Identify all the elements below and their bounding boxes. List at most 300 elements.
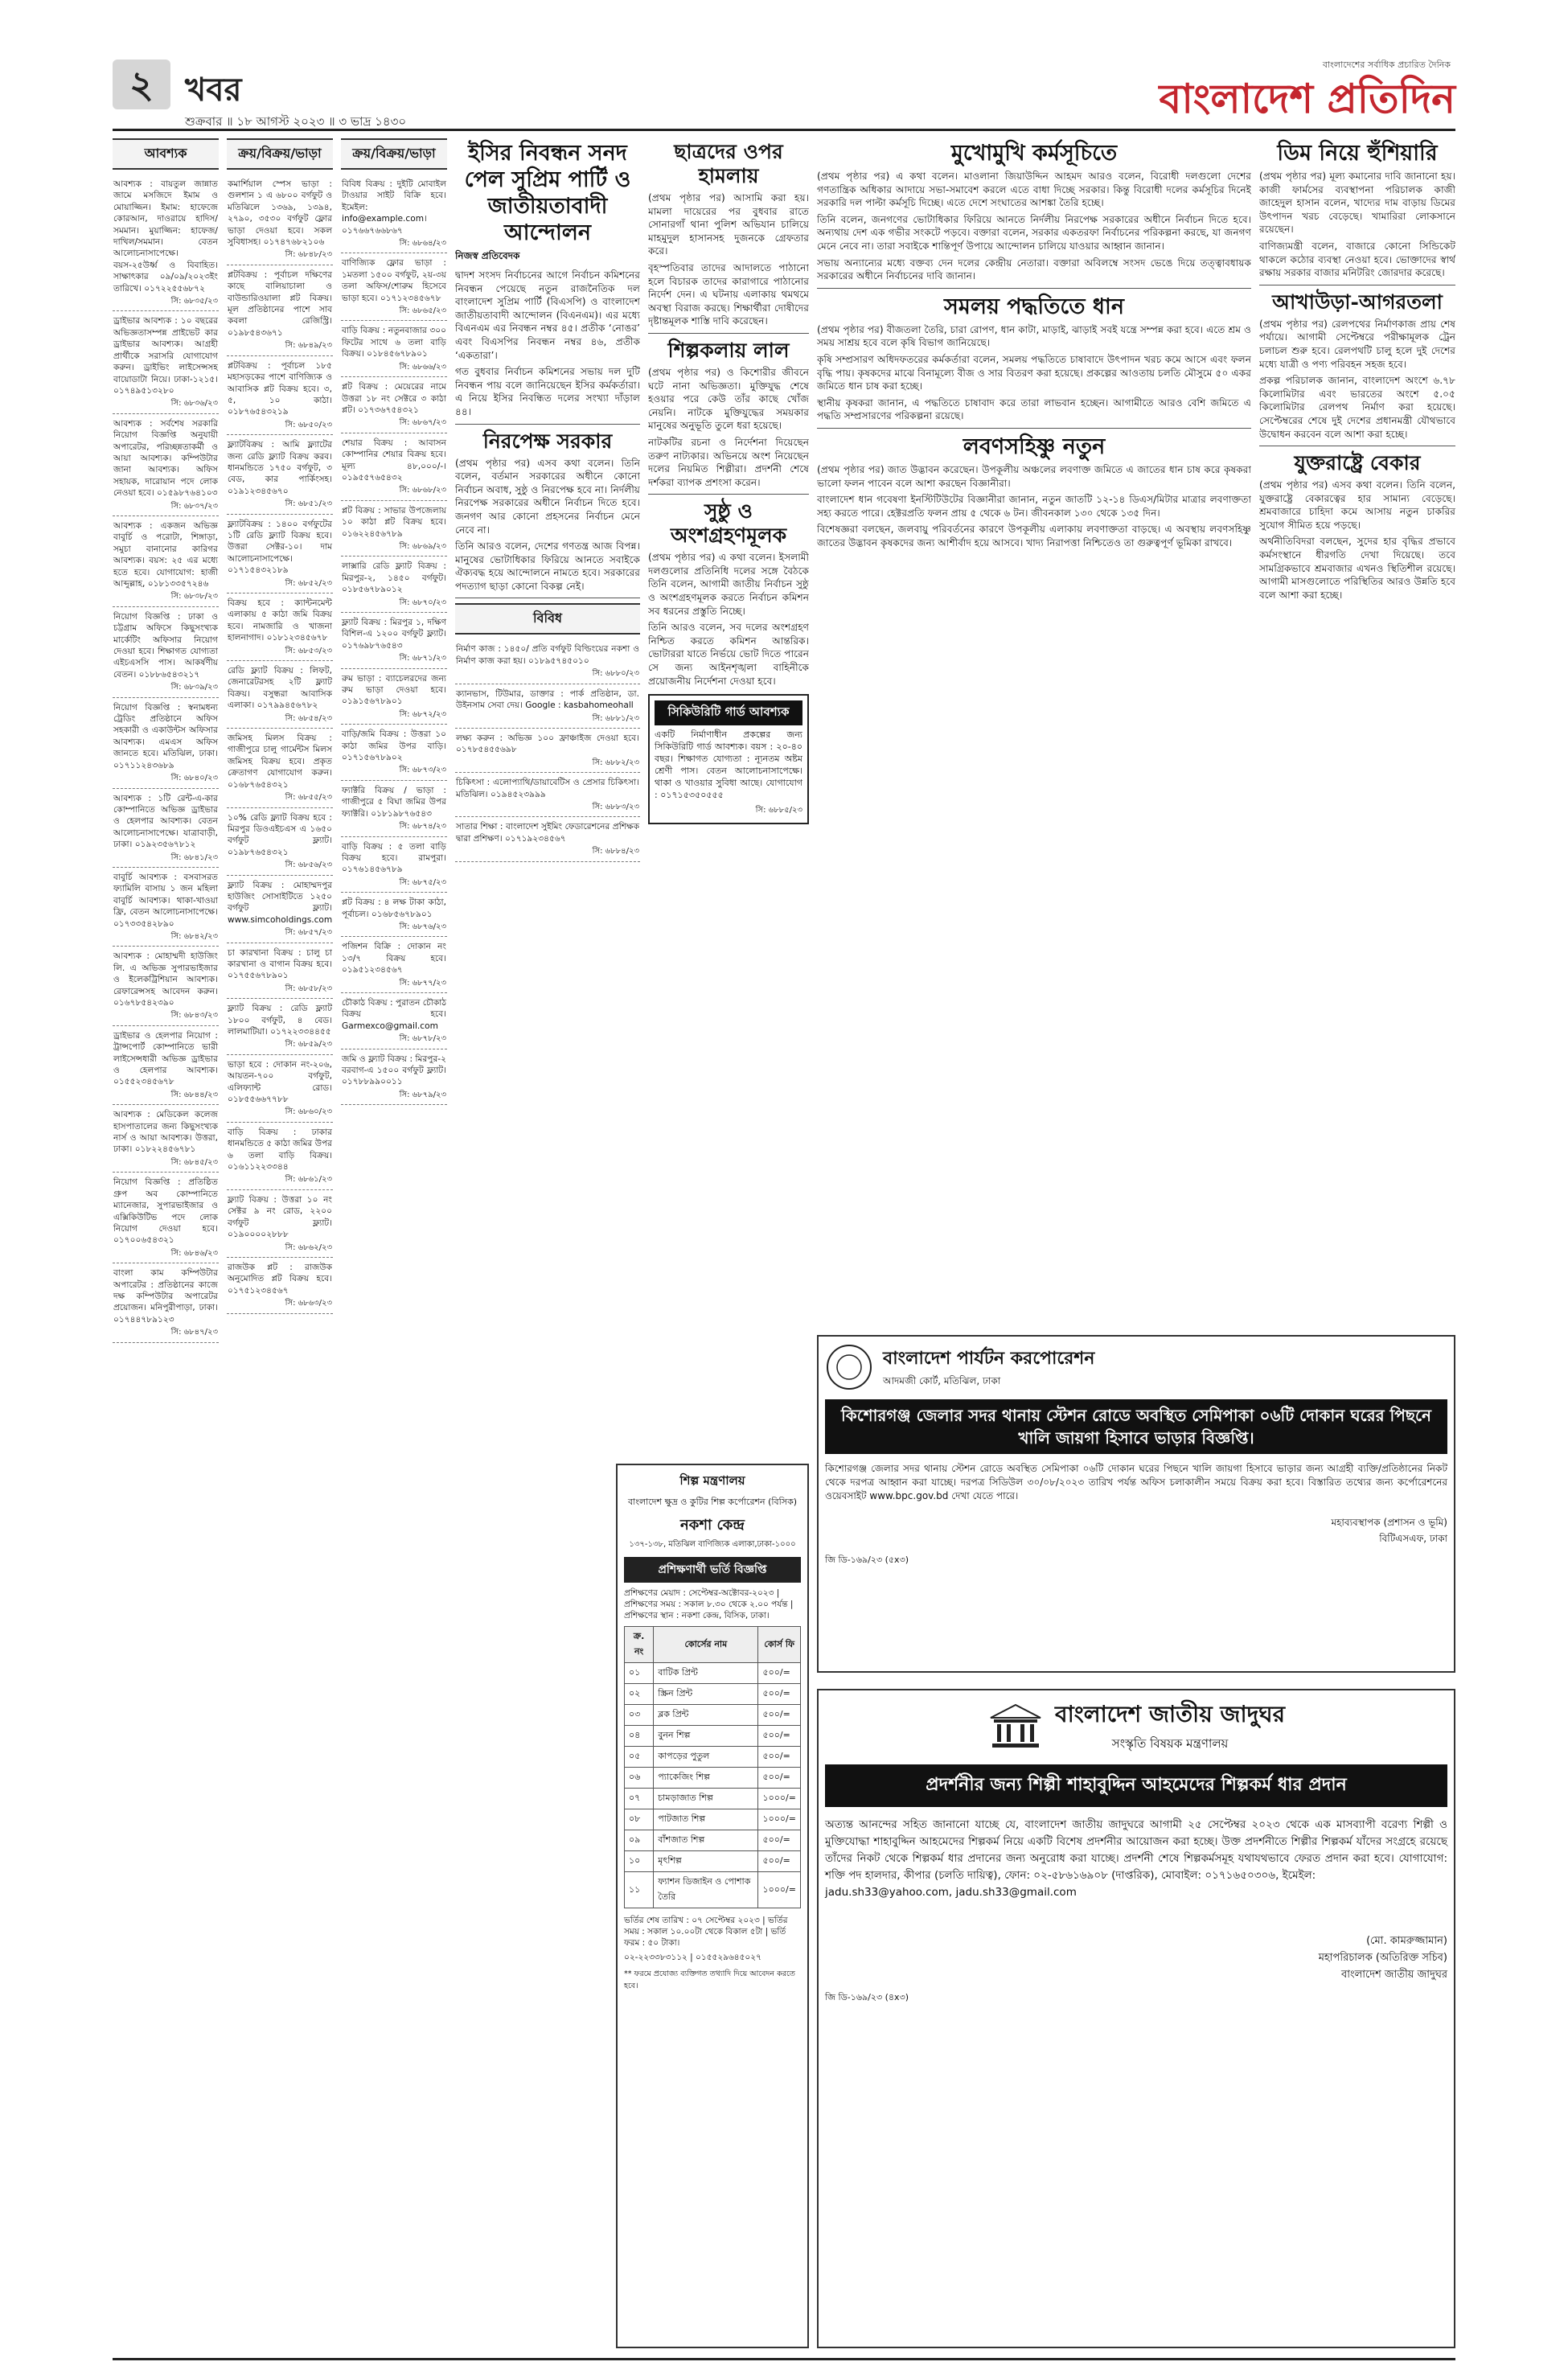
classified-ad <box>455 729 640 773</box>
story-paragraph: (প্রথম পৃষ্ঠার পর) জাত উদ্ভাবন করেছেন। উপকূলীয় অঞ্চলের লবণাক্ত জমিতে এ জাতের ধান চাষ করে কৃষকরা ভালো ফলন পাবেন বলে আশা করছেন বিজ্ঞানীরা। <box>817 463 1251 489</box>
form-note: ** ফরমে প্রযোজ্য ব্যক্তিগত তথ্যাদি দিয়ে আবেদন করতে হবে। <box>624 1969 795 1990</box>
classified-ad <box>455 817 640 861</box>
ad-code: সি: ৬৮৪৭/২৩ <box>170 1328 218 1337</box>
story-body <box>648 191 809 328</box>
table-cell: ০৭ <box>625 1789 654 1809</box>
story-paragraph: সভায় অন্যান্যের মধ্যে বক্তব্য দেন দলের কেন্দ্রীয় নেতারা। বক্তারা অবিলম্বে সংসদ ভেঙে দিয়ে তত্ত্বাবধায়ক সরকারের অধীনে নির্বাচনের দাবি জানান। <box>817 257 1251 282</box>
table-row <box>625 1809 801 1830</box>
classified-ad <box>113 789 219 868</box>
classified-ad <box>113 1105 219 1173</box>
classified-ad <box>455 684 640 729</box>
story-body <box>1259 318 1455 441</box>
ad-list <box>113 175 219 1343</box>
classified-ad <box>341 501 447 557</box>
column-header: বিবিধ <box>455 603 640 635</box>
story-paragraph: নাটকটির রচনা ও নির্দেশনা দিয়েছেন তরুণ নাট্যকার। অভিনয়ে অংশ নিয়েছেন দলের নিয়মিত শিল্পীরা। প্রদর্শনী শেষে দর্শকরা ব্যাপক প্রশংসা করেন। <box>648 436 809 488</box>
ad-text: নিয়োগ বিজ্ঞপ্তি : স্বনামধন্য ট্রেডিং প্রতিষ্ঠানে অফিস সহকারী ও একাউন্টস অফিসার আবশ্যক। এমএস অফিস জানতে হবে। মতিঝিল, ঢাকা। ০১৭১১২৪৩৬৮৯ <box>113 702 218 770</box>
ad-code: সি: ৬৮৫২/২৩ <box>285 578 332 588</box>
ad-code: সি: ৬৮৬৯/২৩ <box>399 541 446 551</box>
classified-ad <box>455 773 640 817</box>
ad-header: সিকিউরিটি গার্ড আবশ্যক <box>655 700 802 725</box>
org-name: বাংলাদেশ জাতীয় জাদুঘর <box>1054 1701 1286 1727</box>
training-meta: প্রশিক্ষণের মেয়াদ : সেপ্টেম্বর-অক্টোবর-২০২৩ | প্রশিক্ষণের সময় : সকাল ৮.৩০ থেকে ২.০০ পর্যন্ত | প্রশিক্ষণের স্থান : নকশা কেন্দ্র, বিসিক, ঢাকা। <box>624 1588 794 1620</box>
table-cell: ৫০০/= <box>758 1684 801 1705</box>
signer-title: মহাব্যবস্থাপক (প্রশাসন ও ভূমি) <box>1331 1517 1447 1528</box>
classified-ad <box>341 253 447 321</box>
signer-org: বাংলাদেশ জাতীয় জাদুঘর <box>1340 1969 1447 1981</box>
column-heading: ক্র. নং <box>625 1627 654 1663</box>
section-name: খবর <box>185 72 242 109</box>
classified-ad <box>227 1055 333 1123</box>
story-paragraph: (প্রথম পৃষ্ঠার পর) রেলপথের নির্মাণকাজ প্রায় শেষ পর্যায়ে। আগামী সেপ্টেম্বরে পরীক্ষামূলক ট্রেন চলাচল শুরু হবে। রেলপথটি চালু হলে দুই দেশের মধ্যে যাত্রী ও পণ্য পরিবহন সহজ হবে। <box>1259 318 1455 370</box>
ministry-name: শিল্প মন্ত্রণালয় <box>679 1473 745 1488</box>
table-cell: ০৪ <box>625 1726 654 1747</box>
story-paragraph: (প্রথম পৃষ্ঠার পর) এ কথা বলেন। মাওলানা জিয়াউদ্দিন আহমদ আরও বলেন, বিরোধী দলগুলো দেশের গণতান্ত্রিক অধিকার আদায়ে সভা-সমাবেশ করলে এতে বাধা দিচ্ছে সরকার। কিন্তু বিরোধী দলের কর্মসূচির দিনেই সরকারি দল পাল্টা কর্মসূচি দিচ্ছে। এতে দেশে সংঘাতের আশঙ্কা তৈরি হচ্ছে। <box>817 170 1251 209</box>
signer-name: (মো. কামরুজ্জামান) <box>1366 1935 1447 1947</box>
classified-ad <box>227 1123 333 1190</box>
ad-code: সি: ৬৮৬৮/২৩ <box>399 486 446 495</box>
story-paragraph: কৃষি সম্প্রসারণ অধিদফতরের কর্মকর্তারা বলেন, সমলয় পদ্ধতিতে চাষাবাদে উৎপাদন খরচ কমে আসে এবং ফলন বৃদ্ধি পায়। কৃষকদের মাঝে বিনামূল্যে বীজ ও সার বিতরণ করা হয়েছে। প্রকল্পের আওতায় চলতি মৌসুমে ৫০ একর জমিতে ধান চাষ করা হচ্ছে। <box>817 353 1251 392</box>
ad-text: পজিশন বিক্রি : দোকান নং ১৩/৭ বিক্রয় হবে। ০১৯৫১২৩৪৫৬৭ <box>342 942 446 975</box>
story-paragraph: (প্রথম পৃষ্ঠার পর) বীজতলা তৈরি, চারা রোপণ, ধান কাটা, মাড়াই, ঝাড়াই সবই যন্ত্রে সম্পন্ন করা হবে। এতে শ্রম ও সময় সাশ্রয় হবে বলে কৃষি বিভাগ জানিয়েছে। <box>817 323 1251 349</box>
table-cell: ব্লক প্রিন্ট <box>654 1705 758 1726</box>
story-paragraph: বাংলাদেশ ধান গবেষণা ইনস্টিটিউটের বিজ্ঞানীরা জানান, নতুন জাতটি ১২-১৪ ডিএস/মিটার মাত্রার লবণাক্ততা সহ্য করতে পারে। হেক্টরপ্রতি ফলন প্রায় ৫ থেকে ৬ টন। জীবনকাল ১৩০ থেকে ১৩৫ দিন। <box>817 494 1251 519</box>
ad-text: বাড়ি বিক্রয় : ঢাকার ধানমন্ডিতে ৫ কাঠা জমির উপর ৬ তলা বাড়ি বিক্রয়। ০১৬১১২২৩৩৪৪ <box>228 1127 332 1173</box>
column-heading: কোর্সের নাম <box>654 1627 758 1663</box>
headline: আখাউড়া-আগরতলা <box>1272 290 1443 314</box>
dateline: শুক্রবার ॥ ১৮ আগস্ট ২০২৩ ॥ ৩ ভাদ্র ১৪৩০ <box>185 114 407 129</box>
ad-text: ক্যানভাস, টিউমার, ডাক্তার : পার্ক প্রতিষ্ঠান, ডা. উইনসাম সেবা দেয়। Google : kasbahomeohall <box>456 688 639 711</box>
ad-text: রেডি ফ্ল্যাট বিক্রয় : লিফট, জেনারেটরসহ ২টি ফ্ল্যাট বিক্রয়। বসুন্ধরা আবাসিক এলাকা। ০১৭৯৯৪৫৬৭৮২ <box>228 666 332 711</box>
column-header: আবশ্যক <box>113 138 219 170</box>
table-row <box>625 1768 801 1789</box>
column-classified-rent <box>341 138 447 2366</box>
table-cell: ০৩ <box>625 1705 654 1726</box>
table-cell: ০৯ <box>625 1830 654 1851</box>
table-cell: প্যাকেজিং শিল্প <box>654 1768 758 1789</box>
classified-ad <box>341 993 447 1049</box>
masthead <box>113 48 1455 129</box>
ad-code: সি: ৬৮৭০/২৩ <box>399 598 446 607</box>
classified-ad <box>341 175 447 253</box>
center-name: নকশা কেন্দ্র <box>680 1517 745 1534</box>
museum-notice <box>817 1689 1455 2348</box>
table-cell: বাঁশজাত শিল্প <box>654 1830 758 1851</box>
classified-ad <box>227 661 333 729</box>
classified-ad <box>227 594 333 661</box>
ad-text: ফ্ল্যাট বিক্রয় : মিরপুর ১, দক্ষিণ বিশিল-এ ১২০০ বর্গফুট ফ্ল্যাট। ০১৭৬৯৮৭৬৫৪৩ <box>342 618 446 651</box>
column-heading: কোর্স ফি <box>758 1627 801 1663</box>
column-header: ক্রয়/বিক্রয়/ভাড়া <box>341 138 447 170</box>
classified-ad <box>227 729 333 807</box>
ad-code: সি: ৬৮৬৩/২৩ <box>285 1299 332 1308</box>
story-paragraph: তিনি আরও বলেন, সব দলের অংশগ্রহণ নিশ্চিত করতে কমিশন আন্তরিক। ভোটাররা যাতে নির্ভয়ে ভোট দিতে পারেন সে জন্য আইনশৃঙ্খলা বাহিনীকে প্রয়োজনীয় নির্দেশনা দেওয়া হবে। <box>648 622 809 687</box>
table-cell: ফ্যাশন ডিজাইন ও পোশাক তৈরি <box>654 1872 758 1908</box>
ad-code: সি: ৬৮৭৬/২৩ <box>399 922 446 931</box>
classified-ad <box>227 515 333 594</box>
table-row <box>625 1851 801 1872</box>
table-cell: ৫০০/= <box>758 1705 801 1726</box>
ad-code: সি: ৬৮৪২/২৩ <box>170 931 218 941</box>
ad-text: ফ্যাক্টরি বিক্রয় / ভাড়া : গাজীপুরে ৫ বিঘা জমির উপর ফ্যাক্টরি। ০১৮১৯৮৭৬৫৪৩ <box>342 785 446 819</box>
ad-text: আবশ্যক : ১টি রেন্ট-এ-কার কোম্পানিতে অভিজ্ঞ ড্রাইভার ও হেলপার আবশ্যক। বেতন আলোচনাসাপেক্ষে। যাত্রাবাড়ী, ঢাকা। ০১৯২৩৫৬৭৮১২ <box>113 793 218 850</box>
story-body <box>817 463 1251 550</box>
classified-ad <box>113 607 219 698</box>
table-cell: ১১ <box>625 1872 654 1908</box>
ad-code: সি: ৬৮৬১/২৩ <box>285 1175 332 1185</box>
classified-ad <box>341 837 447 893</box>
byline: নিজস্ব প্রতিবেদক <box>455 250 520 261</box>
story-paragraph: (প্রথম পৃষ্ঠার পর) এ কথা বলেন। ইসলামী দলগুলোর প্রতিনিধি দলের সঙ্গে বৈঠকে তিনি বলেন, আগামী জাতীয় নির্বাচন সুষ্ঠু ও অংশগ্রহণমূলক করতে নির্বাচন কমিশন সব ধরনের প্রস্তুতি নিচ্ছে। <box>648 552 809 617</box>
ad-code: সি: ৬৮৮২/২৩ <box>592 758 639 767</box>
table-cell: ০৬ <box>625 1768 654 1789</box>
classified-ad <box>113 175 219 311</box>
ad-text: চা কারখানা বিক্রয় : চালু চা কারখানা ও বাগান বিক্রয় হবে। ০১৭৫৫৬৭৮৯০১ <box>228 947 332 981</box>
ad-code: সি: ৬৮৫৭/২৩ <box>285 928 332 938</box>
ad-text: প্লট বিক্রয় : সাভার উপজেলায় ১০ কাঠা প্লট বিক্রয় হবে। ০১৬২২৪৫৬৭৮৯ <box>342 505 446 539</box>
ad-text: প্লটবিক্রয় : পূর্বাচল ১৮৫ মহাসড়কের পাশে বাণিজ্যিক ও আবাসিক প্লট বিক্রয় হবে। ৩, ৫, ১০ কাঠা। ০১৮৭৬৫৪৩২১৯ <box>228 360 332 417</box>
museum-building-icon <box>987 1702 1044 1750</box>
ad-code: সি: ৬৮৪৪/২৩ <box>170 1090 218 1099</box>
ad-text: বাড়ি বিক্রয় : ৫ তলা বাড়ি বিক্রয় হবে। রামপুরা। ০১৭৬১৪৫৬৭৮৯ <box>342 841 446 875</box>
notice-body: অত্যন্ত আনন্দের সহিত জানানো যাচ্ছে যে, বাংলাদেশ জাতীয় জাদুঘরে আগামী ২৫ সেপ্টেম্বর ২০২৩ থেকে এক মাসব্যাপী বরেণ্য শিল্পী ও মুক্তিযোদ্ধা শাহাবুদ্দিন আহমেদের শিল্পকর্ম নিয়ে একটি বিশেষ প্রদর্শনীর আয়োজন করা হচ্ছে। উক্ত প্রদর্শনীতে শিল্পীর শিল্পকর্ম যাঁদের সংগ্রহে রয়েছে তাঁদের নিকট থেকে শিল্পকর্ম ধার প্রদানের জন্য অনুরোধ করা যাচ্ছে। প্রদর্শনী শেষে শিল্পকর্মসমূহ যথাযথভাবে ফেরত প্রদান করা হবে। যোগাযোগ: শক্তি পদ হালদার, কীপার (চলতি দায়িত্ব), ফোন: ০২-৫৮৬১৬৯০৮ (দাপ্তরিক), মোবাইল: ০১৭১৬৫০৩০৬, ইমেইল: <box>825 1818 1447 1882</box>
story-body <box>648 551 809 688</box>
story-paragraph: স্থানীয় কৃষকরা জানান, এ পদ্ধতিতে চাষাবাদ করে তারা লাভবান হচ্ছেন। আগামীতে আরও বেশি জমিতে এ পদ্ধতি সম্প্রসারণের পরিকল্পনা রয়েছে। <box>817 396 1251 422</box>
story-paragraph: বাণিজ্যমন্ত্রী বলেন, বাজারে কোনো সিন্ডিকেট থাকলে কঠোর ব্যবস্থা নেওয়া হবে। ভোক্তাদের স্বার্থ রক্ষায় সরকার বাজার মনিটরিং জোরদার করেছে। <box>1259 240 1455 279</box>
headline: মুখোমুখি কর্মসূচিতে <box>950 141 1118 166</box>
story-body <box>455 269 640 419</box>
ad-text: বাণিজ্যিক ফ্লোর ভাড়া : ১মতলা ১৫০০ বর্গফুট, ২য়-৩য় তলা অফিস/শোরুম হিসেবে ভাড়া হবে। ০১৭১২৩৪৫৬৭৮ <box>342 258 446 303</box>
story-body <box>1259 170 1455 280</box>
classified-ad <box>227 808 333 876</box>
headline: নিরপেক্ষ সরকার <box>482 429 613 453</box>
ad-text: শেয়ার বিক্রয় : আবাসন কোম্পানির শেয়ার বিক্রয় হবে। মূল্য ৪৮,০০০/-। ০১৯৫৫৭৬৫৪৩২ <box>342 437 446 483</box>
table-cell: পাটজাত শিল্প <box>654 1809 758 1830</box>
course-table <box>624 1626 801 1908</box>
classified-ad <box>113 947 219 1025</box>
ad-code: সি: ৬৮৭৫/২৩ <box>399 877 446 887</box>
bscic-admission-notice <box>616 1464 809 2348</box>
ad-code: সি: ৬৮৬৫/২৩ <box>399 306 446 316</box>
classified-ad <box>341 377 447 433</box>
parjatan-tender-notice <box>817 1335 1455 1673</box>
ad-text: চিকিৎসা : এলোপ্যাথি/ডায়াবেটিস ও প্রেসার চিকিৎসা। মতিঝিল। ০১৯৪৫২৩৯৯৯ <box>456 778 639 799</box>
table-cell: ১০ <box>625 1851 654 1872</box>
ad-text: বিবিধ বিক্রয় : দুইটি মোবাইল টাওয়ার সাইট বিক্রি হবে। ইমেইল: info@example.com। ০১৭৬৬৭৬৬৮৬৭ <box>342 179 446 236</box>
table-cell: ৫০০/= <box>758 1663 801 1684</box>
headline: সুষ্ঠু ও অংশগ্রহণমূলক <box>670 499 787 548</box>
ad-text: জমিসহ মিলস বিক্রয় : গাজীপুরে চালু গার্মেন্টস মিলস জমিসহ বিক্রয় হবে। প্রকৃত ক্রেতাগণ যোগাযোগ করুন। ০১৬৮৭৬৫৪৩২১ <box>228 733 332 790</box>
classified-ad <box>227 175 333 265</box>
classified-ad <box>227 876 333 943</box>
column-news-7 <box>1259 138 1455 1377</box>
classified-ad <box>341 557 447 613</box>
ad-text: একটি নির্মাণাধীন প্রকল্পের জন্য সিকিউরিটি গার্ড আবশ্যক। বয়স : ২০-৪০ বছর। শিক্ষাগত যোগ্যতা : ন্যূনতম অষ্টম শ্রেণী পাস। বেতন আলোচনাসাপেক্ষে। থাকা ও খাওয়ার সুবিধা আছে। যোগাযোগ : ০১৭১৫৩৫০৫৫৫ <box>655 729 802 801</box>
ad-text: আবশ্যক : সর্বশেষ সরকারি নিয়োগ বিজ্ঞপ্তি অনুযায়ী অপারেটর, পরিচ্ছন্নতাকর্মী ও আয়া আবশ্যক। কম্পিউটার জানা আবশ্যক। অফিস সহায়ক, দারোয়ান পদে লোক নেওয়া হবে। ০১৫৯৮৭৬৪১০৩ <box>113 418 218 499</box>
org-name: বাংলাদেশ ক্ষুদ্র ও কুটির শিল্প কর্পোরেশন (বিসিক) <box>627 1497 798 1507</box>
story-body <box>1259 478 1455 602</box>
classified-ad <box>341 1049 447 1106</box>
table-cell: ১০০০/= <box>758 1872 801 1908</box>
notice-title: প্রশিক্ষণার্থী ভর্তি বিজ্ঞপ্তি <box>624 1557 801 1583</box>
ad-text: লক্ষ্য করুন : অভিজ্ঞ ১০০ ফ্রাঞ্চাইজ দেওয়া হবে। ০১৭৮৫৪৫৫৬৯৮ <box>456 733 639 755</box>
contact-email: jadu.sh33@yahoo.com, jadu.sh33@gmail.com <box>825 1886 1077 1899</box>
table-cell: বুনন শিল্প <box>654 1726 758 1747</box>
course-table-body <box>625 1663 801 1908</box>
ad-code: সি: ৬৮৪৮/২৩ <box>285 250 332 260</box>
org-name: বাংলাদেশ পার্যটন করপোরেশন <box>883 1348 1095 1369</box>
classified-ad <box>341 725 447 781</box>
table-cell: ৫০০/= <box>758 1851 801 1872</box>
ad-text: নিয়োগ বিজ্ঞপ্তি : প্রতিষ্ঠিত গ্রুপ অব কোম্পানিতে ম্যানেজার, সুপারভাইজার ও এক্সিকিউটিভ পদে লোক নিয়োগ দেওয়া হবে। ০১৭০০৬৫৪৩২১ <box>113 1177 218 1246</box>
ad-code: সি: ৬৮৭৩/২৩ <box>399 766 446 775</box>
notice-code: জি ডি-১৬৯/২৩ (৫x৩) <box>825 1555 909 1565</box>
ad-code: সি: ৬৮৫৮/২৩ <box>285 984 332 993</box>
ad-code: সি: ৬৮৮৫/২৩ <box>755 806 802 815</box>
ad-text: ড্রাইভার আবশ্যক : ১০ বছরের অভিজ্ঞতাসম্পন্ন প্রাইভেট কার ড্রাইভার আবশ্যক। আগ্রহী প্রার্থীকে সরাসরি যোগাযোগ করুন। ড্রাইভিং লাইসেন্সসহ বায়োডাটা নিয়ে। ঢাকা-১২১৫। ০১৭৪৯৫১৩২৮০ <box>113 316 218 396</box>
ad-code: সি: ৬৮৮৩/২৩ <box>592 802 639 811</box>
ad-code: সি: ৬৮৪০/২৩ <box>170 774 218 783</box>
story-body <box>817 323 1251 423</box>
ad-code: সি: ৬৮৬৭/২৩ <box>399 418 446 428</box>
story-body <box>817 170 1251 283</box>
ad-text: ফ্ল্যাট বিক্রয় : রেডি ফ্ল্যাট ১৮০০ বর্গফুট, ৪ বেড। লালমাটিয়া। ০১৭২২৩৩৪৪৫৫ <box>228 1004 332 1037</box>
ad-code: সি: ৬৮৭২/২৩ <box>399 709 446 719</box>
ad-code: সি: ৬৮৬০/২৩ <box>285 1107 332 1117</box>
story-paragraph: (প্রথম পৃষ্ঠার পর) আসামি করা হয়। মামলা দায়েরের পর বুধবার রাতে সোনারগাঁ থানা পুলিশ অভিযান চালিয়ে মাহমুদুল হাসানসহ দুজনকে গ্রেফতার করে। <box>648 192 809 257</box>
masthead-rule <box>113 129 1455 131</box>
table-row <box>625 1747 801 1768</box>
parjatan-emblem-icon <box>825 1343 873 1391</box>
notice-title: প্রদর্শনীর জন্য শিল্পী শাহাবুদ্দিন আহমেদের শিল্পকর্ম ধার প্রদান <box>825 1764 1447 1807</box>
classified-ad <box>227 356 333 435</box>
column-news-6 <box>817 138 1251 1457</box>
column-header: ক্রয়/বিক্রয়/ভাড়া <box>227 138 333 170</box>
classified-ad <box>113 1026 219 1105</box>
ad-text: রাজউক প্লট : রাজউক অনুমোদিত প্লট বিক্রয় হবে। ০১৭৫১২৩৪৫৬৭ <box>228 1262 332 1296</box>
ad-code: সি: ৬৮৪৬/২৩ <box>170 1248 218 1258</box>
classified-ad <box>341 321 447 377</box>
table-cell: মৃৎশিল্প <box>654 1851 758 1872</box>
ad-code: সি: ৬৮৪৯/২৩ <box>285 341 332 351</box>
ad-code: সি: ৬৮৪৩/২৩ <box>170 1011 218 1021</box>
ad-code: সি: ৬৮৫৬/২৩ <box>285 860 332 870</box>
ad-code: সি: ৬৮৩৫/২৩ <box>170 297 218 306</box>
ad-text: আবশ্যক : একজন অভিজ্ঞ বাবুর্চি ও পরোটা, শিঙ্গাড়া, সমুচা বানানোর কারিগর আবশ্যক। বয়স: ২৫ এর মধ্যে হতে হবে। যোগাযোগ: হাজী আব্দুল্লাহ, ০১৮১৩৩৫৭২৪৬ <box>113 520 218 589</box>
classified-ad <box>341 433 447 501</box>
ad-code: সি: ৬৮৪৫/২৩ <box>170 1157 218 1167</box>
ad-code: সি: ৬৮৬৪/২৩ <box>399 239 446 248</box>
story-paragraph: দ্বাদশ সংসদ নির্বাচনের আগে নির্বাচন কমিশনের নিবন্ধন পেয়েছে নতুন রাজনৈতিক দল বাংলাদেশ সুপ্রিম পার্টি (বিএসপি) ও বাংলাদেশ জাতীয়তাবাদী আন্দোলন (বিএনএম)। এর মধ্যে বিএনএম এর নিবন্ধন নম্বর ৪৫। প্রতীক ‘নোঙর’ এবং বিএসপির নিবন্ধন নম্বর ৪৬, প্রতীক ‘একতারা’। <box>455 269 640 361</box>
classified-ad <box>341 669 447 725</box>
ad-code: সি: ৬৮৩৬/২৩ <box>170 399 218 409</box>
ad-code: সি: ৬৮৭৪/২৩ <box>399 822 446 832</box>
classified-ad <box>341 893 447 937</box>
classified-ad <box>113 311 219 413</box>
ad-code: সি: ৬৮৭৭/২৩ <box>399 978 446 988</box>
admission-footer: ভর্তির শেষ তারিখ : ০৭ সেপ্টেম্বর ২০২৩ | ভর্তির সময় : সকাল ১০.০০টা থেকে বিকাল ৫টা | ভর্তি ফরম : ৫০ টাকা। <box>624 1916 788 1948</box>
story-body <box>455 457 640 594</box>
headline: সমলয় পদ্ধতিতে ধান <box>944 294 1124 319</box>
table-cell: ৫০০/= <box>758 1726 801 1747</box>
classified-ad <box>341 937 447 993</box>
ad-text: আবশ্যক : বায়তুল জান্নাত জামে মসজিদে ইমাম ও মোয়াজ্জিন। ইমাম: হাফেজে কোরআন, দাওরায়ে হাদিস/সমমান। মুয়াজ্জিন: হাফেজ/দাখিল/সমমান। বেতন আলোচনাসাপেক্ষে। বয়স-২৫উর্ধ্ব ও বিবাহিত। সাক্ষাৎকার ০৯/০৯/২০২৩ইং তারিখে। ০১৭২২৫৫৬৮৭২ <box>113 179 218 294</box>
ad-code: সি: ৬৮৩৭/২৩ <box>170 501 218 511</box>
table-row <box>625 1726 801 1747</box>
ad-code: সি: ৬৮৮০/২৩ <box>592 669 639 679</box>
table-row <box>625 1663 801 1684</box>
classified-ad <box>227 435 333 514</box>
classified-ad <box>113 1263 219 1342</box>
ad-text: ফ্ল্যাট বিক্রয় : মোহাম্মদপুর হাউজিং সোসাইটিতে ১২৫০ বর্গফুট ফ্ল্যাট। www.simcoholdings.com <box>228 880 333 925</box>
table-cell: ০৮ <box>625 1809 654 1830</box>
ad-code: সি: ৬৮৫৯/২৩ <box>285 1040 332 1049</box>
classified-ad <box>113 1173 219 1263</box>
ad-code: সি: ৬৮৪১/২৩ <box>170 852 218 862</box>
story-paragraph: গত বুধবার নির্বাচন কমিশনের সভায় দল দুটি নিবন্ধন পায় বলে জানিয়েছেন ইসির কর্মকর্তারা। এ নিয়ে ইসির নিবন্ধিত দলের সংখ্যা দাঁড়াল ৪৪। <box>455 366 640 417</box>
ad-code: সি: ৬৮৩৯/২৩ <box>170 683 218 692</box>
ad-code: সি: ৬৮৬২/২৩ <box>285 1242 332 1252</box>
footer-rule <box>113 2358 1455 2360</box>
ad-code: সি: ৬৮৫৩/২৩ <box>285 646 332 655</box>
story-paragraph: (প্রথম পৃষ্ঠার পর) এসব কথা বলেন। তিনি বলেন, বর্তমান সরকারের অধীনে কোনো নির্বাচন অবাধ, সুষ্ঠু ও নিরপেক্ষ হবে না। নির্দলীয় নিরপেক্ষ সরকারের অধীনে নির্বাচন দিতে হবে। জনগণ আর কোনো প্রহসনের নির্বাচন মেনে নেবে না। <box>455 457 640 536</box>
ad-text: প্লটবিক্রয় : পূর্বাচল দক্ষিণের কাছে বালিয়াচালা ও বাউন্ডারিওয়ালা প্লট বিক্রয়। মূল প্রতিষ্ঠানের পাশে সাব কবলা রেজিস্ট্রি। ০১৯৮৫৪৩৬৭১ <box>228 269 332 338</box>
ad-text: বিক্রয় হবে : ক্যান্টনমেন্ট এলাকায় ৫ কাঠা জমি বিক্রয় হবে। নামজারি ও খাজনা হালনাগাদ। ০১৮১২৩৪৫৬৭৮ <box>228 598 332 643</box>
story-paragraph: (প্রথম পৃষ্ঠার পর) ও কিশোরীর জীবনে ঘটে নানা অভিজ্ঞতা। মুক্তিযুদ্ধ শেষে হওয়ার পরে কেউ তাঁর কাছে খোঁজ নেয়নি। নাটকে মুক্তিযুদ্ধের সময়কার মানুষের অনুভূতি তুলে ধরা হয়েছে। <box>648 366 809 432</box>
ad-text: বাড়ি বিক্রয় : নতুনবাজার ৩০০ ফিটের সাথে ৬ তলা বাড়ি বিক্রয়। ০১৮৪৫৬৭৮৯০১ <box>342 326 446 359</box>
ad-text: ভাড়া হবে : দোকান নং-২০৬, আয়তন-৭০০ বর্গফুট, এলিফ্যান্ট রোড। ০১৮৫৫৬৬৭৭৮৮ <box>228 1059 332 1105</box>
ad-code: সি: ৬৮৩৮/২৩ <box>170 592 218 602</box>
table-cell: ০২ <box>625 1684 654 1705</box>
ad-text: প্লট বিক্রয় : ৪ লক্ষ টাকা কাঠা, পূর্বাচল। ০১৬৮৫৬৭৮৯০১ <box>342 897 446 919</box>
notice-body: কিশোরগঞ্জ জেলার সদর থানায় স্টেশন রোডে অবস্থিত সেমিপাকা ০৬টি দোকান ঘরের পিছনে খালি জায়গা হিসাবে ভাড়ার জন্য আগ্রহী ব্যক্তি/প্রতিষ্ঠানের নিকট থেকে দরপত্র আহ্বান করা যাচ্ছে। দরপত্র সিডিউল ৩০/০৮/২০২৩ তারিখ পর্যন্ত অফিস চলাকালীন সময়ে বিক্রয় করা হবে। বিস্তারিত তথ্যের জন্য কর্পোরেশনের ওয়েবসাইট www.bpc.gov.bd দেখা যেতে পারে। <box>825 1463 1447 1501</box>
ad-code: সি: ৬৮৫১/২৩ <box>285 499 332 509</box>
org-address: ১৩৭-১৩৮, মতিঝিল বাণিজ্যিক এলাকা,ঢাকা-১০০০ <box>629 1540 796 1549</box>
ad-list <box>455 639 640 861</box>
ad-code: সি: ৬৮৫৪/২৩ <box>285 713 332 723</box>
ad-list <box>341 175 447 1105</box>
logo-tagline: বাংলাদেশের সর্বাধিক প্রচারিত দৈনিক <box>1322 60 1451 70</box>
ad-text: বাংলা কাম কম্পিউটার অপারেটর : প্রতিষ্ঠানের কাজে দক্ষ কম্পিউটার অপারেটর প্রয়োজন। মনিপুরীপাড়া, ঢাকা। ০১৭৪৪৭৮৯১২৩ <box>113 1268 218 1325</box>
notice-title: কিশোরগঞ্জ জেলার সদর থানায় স্টেশন রোডে অবস্থিত সেমিপাকা ০৬টি দোকান ঘরের পিছনে খালি জায়গা হিসাবে ভাড়ার বিজ্ঞপ্তি। <box>825 1399 1447 1454</box>
ad-text: আবশ্যক : মোহাম্মদী হাউজিং লি. এ অভিজ্ঞ সুপারভাইজার ও ইলেকট্রিশিয়ান আবশ্যক। রেফারেন্সসহ আবেদন করুন। ০১৬৭৮৫৪২৩৯০ <box>113 951 218 1008</box>
ad-text: আবশ্যক : মেডিকেল কলেজ হাসপাতালের জন্য কিছুসংখ্যক নার্স ও আয়া আবশ্যক। উত্তরা, ঢাকা। ০১৮২২৪৫৬৭৮১ <box>113 1110 218 1155</box>
table-row <box>625 1684 801 1705</box>
classified-ad <box>227 265 333 356</box>
story-paragraph: তিনি বলেন, জনগণের ভোটাধিকার ফিরিয়ে আনতে নির্দলীয় নিরপেক্ষ সরকারের অধীনে নির্বাচন দিতে হবে। অন্যথায় দেশ এক গভীর সংকটে পড়বে। বক্তারা বলেন, সরকার একতরফা নির্বাচনের পরিকল্পনা করছে, যা জনগণ মেনে নেবে না। তারা সবাইকে শান্তিপূর্ণ উপায়ে আন্দোলন চালিয়ে যাওয়ার আহ্বান জানান। <box>817 213 1251 252</box>
table-cell: বাটিক প্রিন্ট <box>654 1663 758 1684</box>
headline: লবণসহিষ্ণু নতুন <box>963 433 1106 459</box>
course-table-header <box>625 1627 801 1663</box>
ad-code: সি: ৬৮৫৫/২৩ <box>285 793 332 803</box>
story-paragraph: (প্রথম পৃষ্ঠার পর) এসব কথা বলেন। তিনি বলেন, যুক্তরাষ্ট্রে বেকারত্বের হার সামান্য বেড়েছে। শ্রমবাজারে চাহিদা কমে আসায় নতুন চাকরির সুযোগ সীমিত হয়ে পড়ছে। <box>1259 479 1455 531</box>
ad-text: বাড়ি/জমি বিক্রয় : উত্তরা ১০ কাঠা জমির উপর বাড়ি। ০১৭১৫৬৭৮৯০২ <box>342 729 446 763</box>
classified-ad <box>113 868 219 947</box>
column-classified-sale <box>227 138 333 2366</box>
column-news-5 <box>648 138 809 1457</box>
story-paragraph: বৃহস্পতিবার তাদের আদালতে পাঠানো হলে বিচারক তাদের কারাগারে পাঠানোর নির্দেশ দেন। এ ঘটনায় এলাকায় থমথমে অবস্থা বিরাজ করছে। শিক্ষার্থীরা দোষীদের দৃষ্টান্তমূলক শাস্তি দাবি করেছেন। <box>648 261 809 327</box>
classified-ad <box>227 1258 333 1314</box>
ad-text: সাতার শিক্ষা : বাংলাদেশ সুইমিং ফেডারেশনের প্রশিক্ষক দ্বারা প্রশিক্ষণ। ০১৭১৯২৩৪৫৬৭ <box>456 822 639 844</box>
table-row <box>625 1830 801 1851</box>
headline: যুক্তরাষ্ট্রে বেকার <box>1294 451 1421 475</box>
ad-code: সি: ৬৮৮৪/২৩ <box>592 847 639 856</box>
headline: ছাত্রদের ওপর হামলায় <box>674 140 783 187</box>
column-classified-wanted <box>113 138 219 2366</box>
security-guard-ad <box>648 694 809 824</box>
ad-text: চৌকাঠ বিক্রয় : পুরাতন চৌকাঠ বিক্রয় হবে। Garmexco@gmail.com <box>342 997 446 1031</box>
ad-text: ড্রাইভার ও হেলপার নিয়োগ : ট্রান্সপোর্ট কোম্পানিতে ভারী লাইসেন্সধারী অভিজ্ঞ ড্রাইভার ও হেলপার আবশ্যক। ০১৫৫২৩৪৫৬৭৮ <box>113 1030 218 1087</box>
table-cell: ৫০০/= <box>758 1747 801 1768</box>
classified-ad <box>227 1190 333 1258</box>
table-cell: চামড়াজাত শিল্প <box>654 1789 758 1809</box>
ad-text: নিয়োগ বিজ্ঞপ্তি : ঢাকা ও চট্টগ্রাম অফিসে কিছুসংখ্যক মার্কেটিং অফিসার নিয়োগ দেওয়া হবে। শিক্ষাগত যোগ্যতা এইচএসসি পাস। আকর্ষণীয় বেতন। ০১৮৮৬৫৪৩২১৭ <box>113 611 218 680</box>
signer-org: বিটিএসএফ, ঢাকা <box>1379 1533 1447 1544</box>
newspaper-logo: বাংলাদেশ প্রতিদিন <box>1159 75 1455 122</box>
notice-code: জি ডি-১৬৯/২৩ (৪x৩) <box>825 1992 909 2002</box>
ad-text: ফ্ল্যাটবিক্রয় : ১৪০০ বর্গফুটের ১টি রেডি ফ্ল্যাট বিক্রয় হবে। উত্তরা সেক্টর-১০। দাম আলোচনাসাপেক্ষে। ০১৭১৫৪৩২১৮৯ <box>228 519 332 576</box>
story-paragraph: প্রকল্প পরিচালক জানান, বাংলাদেশ অংশে ৬.৭৮ কিলোমিটার এবং ভারতের অংশে ৫.০৫ কিলোমিটার রেলপথ নির্মাণ করা হয়েছে। সেপ্টেম্বরের শেষে দুই দেশের প্রধানমন্ত্রী যৌথভাবে উদ্বোধন করবেন বলে আশা করা হচ্ছে। <box>1259 375 1455 440</box>
ad-text: ১০% রেডি ফ্ল্যাট বিক্রয় হবে : মিরপুর ডিওএইচএস এ ১৬৫০ বর্গফুট ফ্ল্যাট। ০১৯৮৭৬৫৪৩২১ <box>228 812 332 857</box>
ad-code: সি: ৬৮৬৬/২৩ <box>399 362 446 372</box>
classified-ad <box>341 781 447 837</box>
table-cell: স্ক্রিন প্রিন্ট <box>654 1684 758 1705</box>
ad-code: সি: ৬৮৭৯/২৩ <box>399 1090 446 1099</box>
classified-ad <box>227 943 333 1000</box>
ad-text: লাক্সারি রেডি ফ্ল্যাট বিক্রয় : মিরপুর-২, ১৪৫০ বর্গফুট। ০১৮৫৬৭৮৯০১২ <box>342 561 446 595</box>
table-cell: ৫০০/= <box>758 1830 801 1851</box>
headline: শিল্পকলায় লাল <box>667 338 790 362</box>
classified-ad <box>341 613 447 669</box>
story-body <box>648 366 809 489</box>
column-news-4 <box>455 138 640 1457</box>
headline: ডিম নিয়ে হুঁশিয়ারি <box>1277 141 1438 166</box>
org-address: আদমজী কোর্ট, মতিঝিল, ঢাকা <box>883 1374 1001 1386</box>
classified-ad <box>227 999 333 1055</box>
classified-ad <box>113 516 219 607</box>
ad-text: কমার্শিয়াল স্পেস ভাড়া : গুলশান ১ এ ৬৮০০ বর্গফুট ও মতিঝিলে ১৩৬৯, ১৩৯৪, ২৭৯০, ৩৫৩০ বর্গফুট ফ্লোর ভাড়া দেওয়া হবে। সকল সুবিধাসহ। ০১৭৪৭৬৮২১০৬ <box>228 179 332 248</box>
ad-text: নির্মাণ কাজ : ১৪৫০/ প্রতি বর্গফুট বিল্ডিংয়ের নকশা ও নির্মাণ কাজ করা হয়। ০১৮৯৫৭৪৫০১০ <box>456 644 639 666</box>
story-paragraph: অর্থনীতিবিদরা বলছেন, সুদের হার বৃদ্ধির প্রভাবে কর্মসংস্থানে ধীরগতি দেখা দিয়েছে। তবে সামগ্রিকভাবে শ্রমবাজার এখনও স্থিতিশীল রয়েছে। আগামী মাসগুলোতে পরিস্থিতির আরও উন্নতি হবে বলে আশা করা হচ্ছে। <box>1259 536 1455 601</box>
ad-list <box>227 175 333 1314</box>
ad-code: সি: ৬৮৫০/২৩ <box>285 420 332 429</box>
page-number: ২ <box>113 60 170 109</box>
table-cell: ১০০০/= <box>758 1809 801 1830</box>
table-cell: ৫০০/= <box>758 1768 801 1789</box>
ministry-name: সংস্কৃতি বিষয়ক মন্ত্রণালয় <box>1111 1736 1229 1751</box>
ad-text: জমি ও ফ্ল্যাট বিক্রয় : মিরপুর-২ বরবাগ-এ ১৫০০ বর্গফুট ফ্ল্যাট। ০১৭৮৮৯৯০০১১ <box>342 1054 446 1087</box>
story-paragraph: বিশেষজ্ঞরা বলছেন, জলবায়ু পরিবর্তনের কারণে উপকূলীয় এলাকায় লবণাক্ততা বাড়ছে। এ অবস্থায় লবণসহিষ্ণু জাতের উদ্ভাবন কৃষকদের জন্য আশীর্বাদ হয়ে আসবে। খাদ্য নিরাপত্তা নিশ্চিতেও তা গুরুত্বপূর্ণ ভূমিকা রাখবে। <box>817 524 1251 548</box>
story-paragraph: (প্রথম পৃষ্ঠার পর) মূল্য কমানোর দাবি জানানো হয়। কাজী ফার্মসের ব্যবস্থাপনা পরিচালক কাজী জাহেদুল হাসান বলেন, খাদ্যের দাম বাড়ায় ডিমের উৎপাদন খরচ বেড়েছে। খামারিরা লোকসানে রয়েছেন। <box>1259 170 1455 236</box>
ad-text: ফ্ল্যাটবিক্রয় : আমি ফ্ল্যাটের জন্য রেডি ফ্ল্যাট বিক্রয় করব। ধানমন্ডিতে ১৭৫০ বর্গফুট, ৩ বেড, কার পার্কিংসহ। ০১৯১২৩৪৫৬৭০ <box>228 440 332 496</box>
ad-text: প্লট বিক্রয় : মেয়েরের নামে উত্তরা ১৮ নং সেক্টরে ৩ কাঠা প্লট। ০১৭৩৬৭৫৪৩২১ <box>342 382 446 415</box>
classified-ad <box>113 698 219 789</box>
ad-text: রুম ভাড়া : ব্যাচেলরদের জন্য রুম ভাড়া দেওয়া হবে। ০১৯১৫৬৭৮৯০১ <box>342 673 446 707</box>
ad-text: ফ্ল্যাট বিক্রয় : উত্তরা ১০ নং সেক্টর ৯ নং রোড, ২২০০ বর্গফুট ফ্ল্যাট। ০১৯০০০০২৮৮৮ <box>228 1194 332 1240</box>
table-cell: কাপড়ের পুতুল <box>654 1747 758 1768</box>
table-row <box>625 1872 801 1908</box>
table-cell: ০১ <box>625 1663 654 1684</box>
table-cell: ১০০০/= <box>758 1789 801 1809</box>
ad-code: সি: ৬৮৮১/২৩ <box>592 713 639 723</box>
classified-ad <box>455 639 640 684</box>
ad-code: সি: ৬৮৭৮/২৩ <box>399 1034 446 1044</box>
headline: ইসির নিবন্ধন সনদ পেল সুপ্রিম পার্টি ও জাতীয়তাবাদী আন্দোলন <box>464 141 631 245</box>
table-row <box>625 1789 801 1809</box>
ad-code: সি: ৬৮৭১/২৩ <box>399 654 446 663</box>
table-row <box>625 1705 801 1726</box>
classified-ad <box>113 414 219 516</box>
